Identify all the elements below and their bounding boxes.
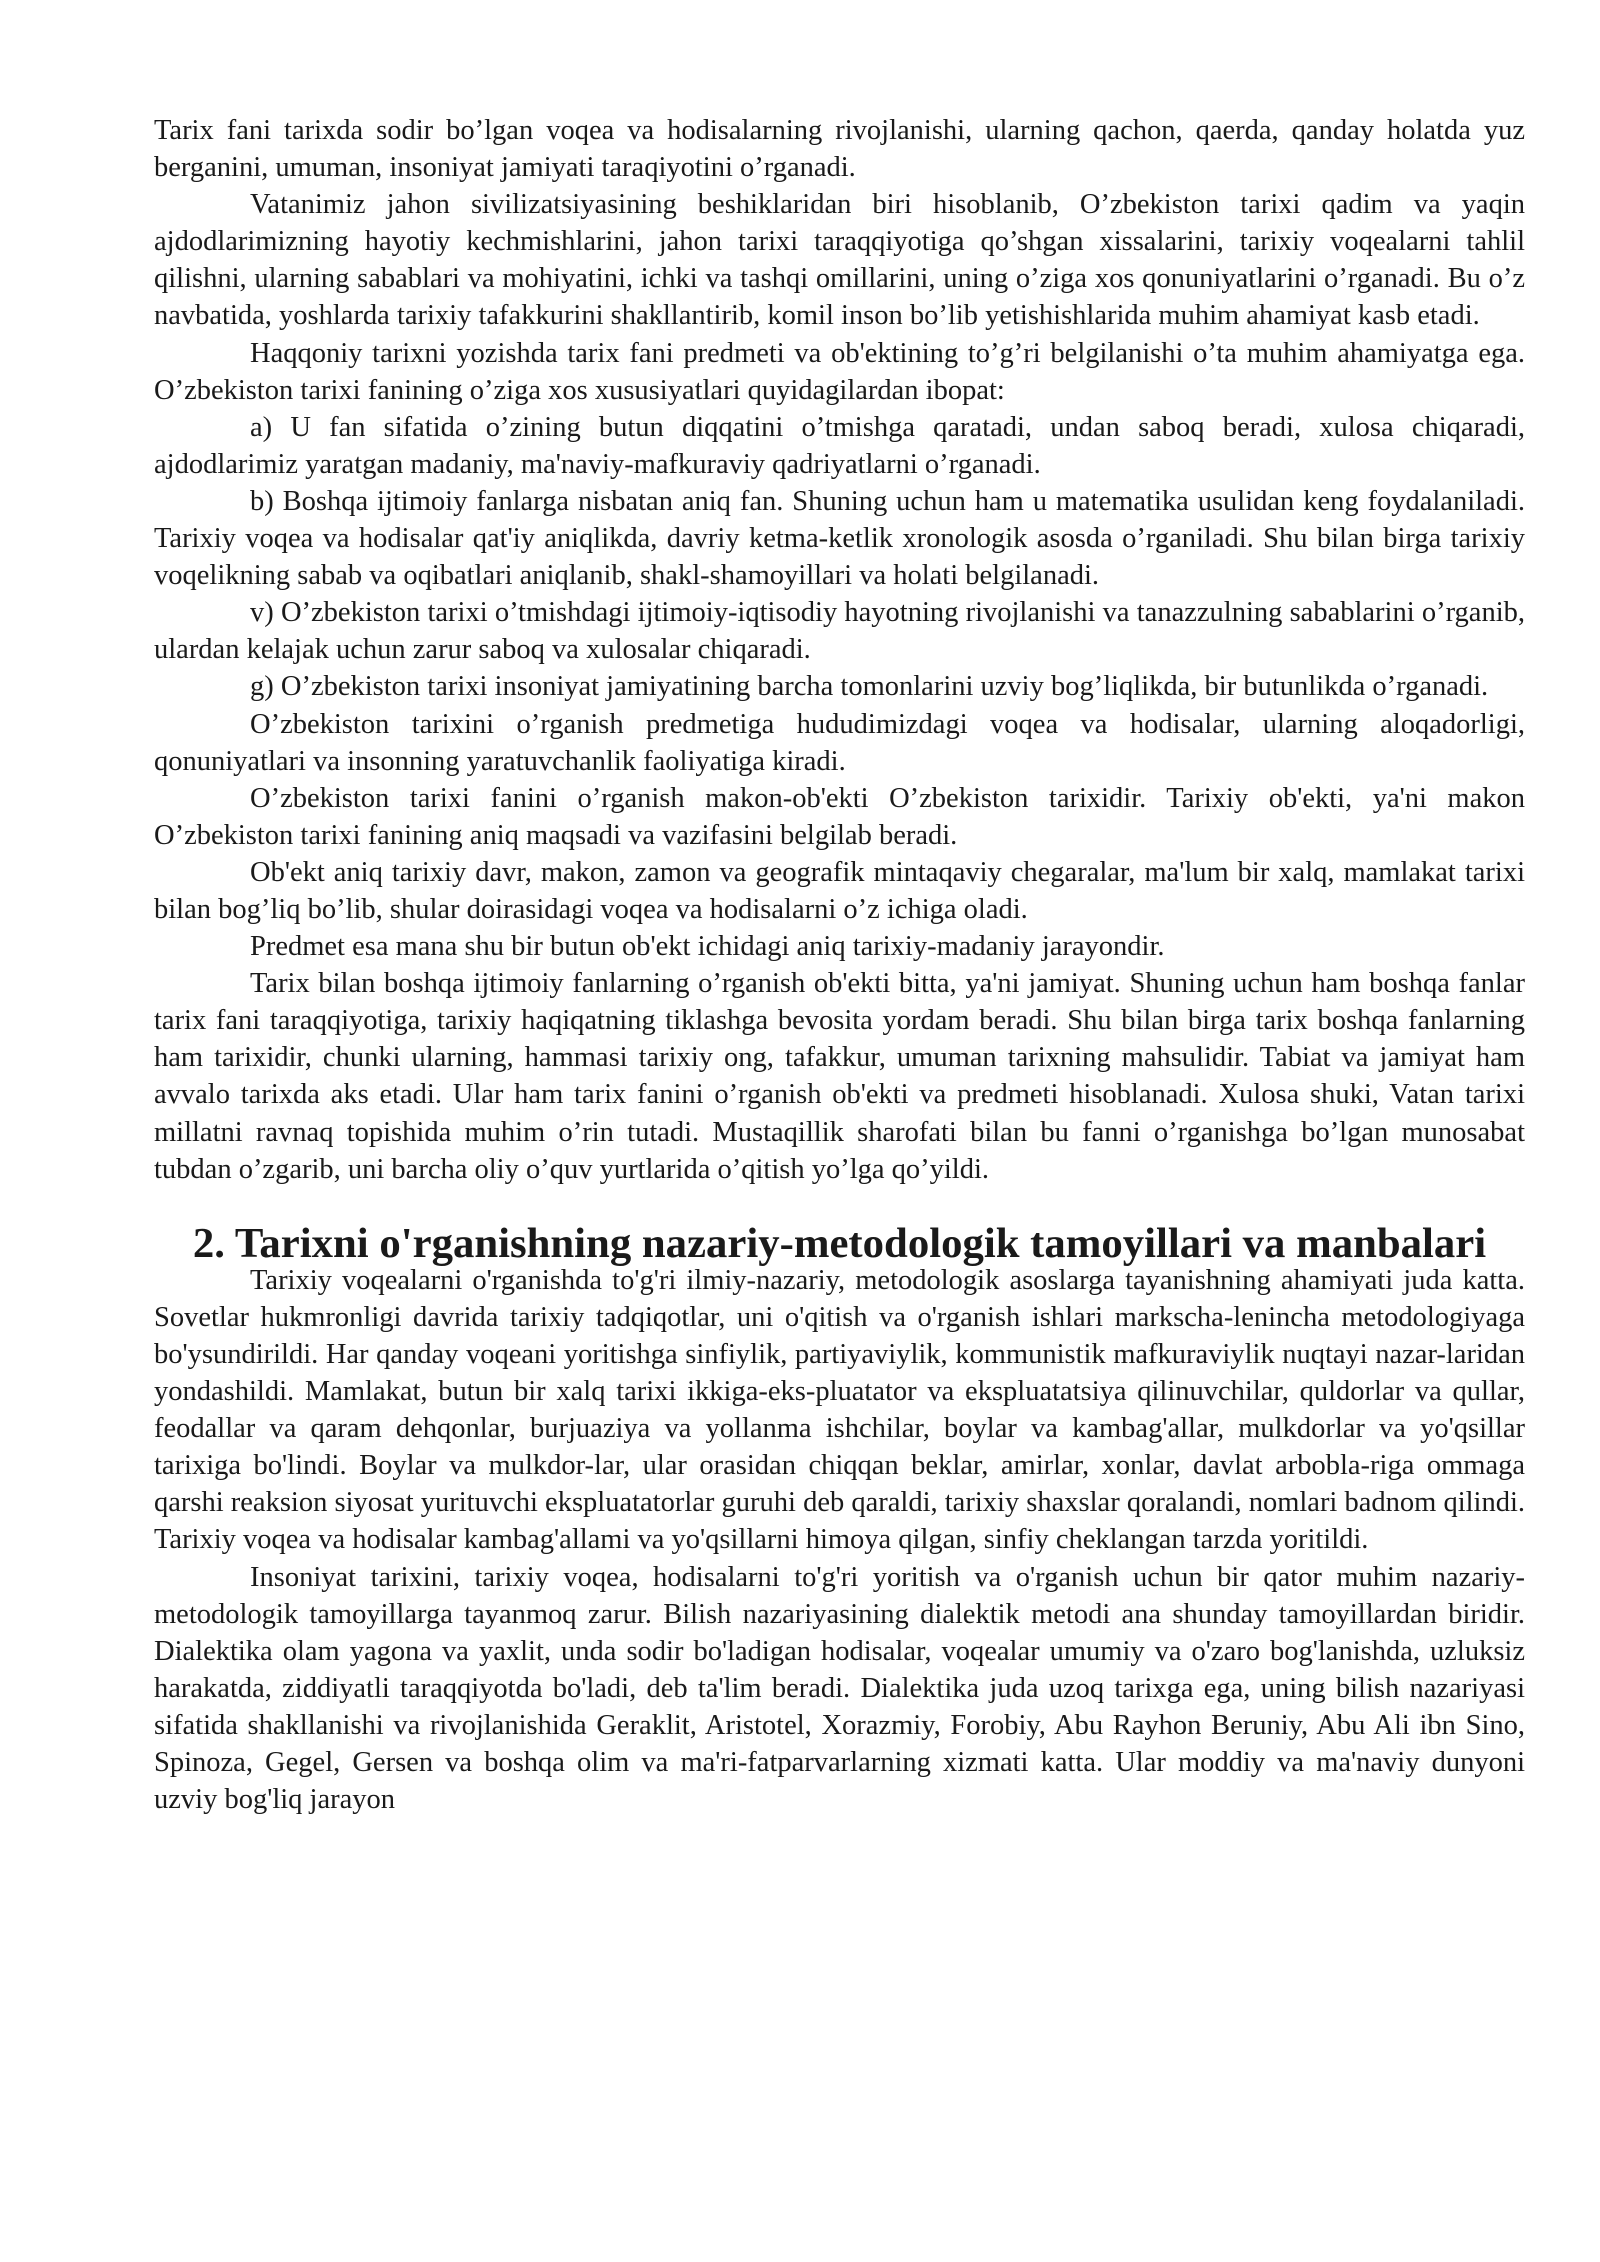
list-item-a: a) U fan sifatida o’zining butun diqqatini o’tmishga qaratadi, undan saboq beradi, xulosa chiqaradi, ajdodlarimiz yaratgan madaniy, ma'naviy-mafkuraviy qadriyatlarni o’rganadi. bbox=[154, 411, 1525, 480]
paragraph-other-sciences: Tarix bilan boshqa ijtimoiy fanlarning o’rganish ob'ekti bitta, ya'ni jamiyat. Shuning uchun ham boshqa fanlar tarix fani taraqqiyotiga, tarixiy haqiqatning tiklashga bevosita yordam beradi. Shu bilan birga tarix boshqa fanlarning ham tarixidir, chunki ularning, hammasi tarixiy ong, tafakkur, umuman tarixning mahsulidir. Tabiat va jamiyat ham avvalo tarixda aks etadi. Ular ham tarix fanini o’rganish ob'ekti va predmeti hisoblanadi. Xulosa shuki, Vatan tarixi millatni ravnaq topishida muhim o’rin tutadi. Mustaqillik sharofati bilan bu fanni o’rganishga bo’lgan munosabat tubdan o’zgarib, uni barcha oliy o’quv yurtlarida o’qitish yo’lga qo’yildi. bbox=[154, 968, 1525, 1185]
paragraph-homeland: Vatanimiz jahon sivilizatsiyasining beshiklaridan biri hisoblanib, O’zbekiston tarixi qadim va yaqin ajdodlarimizning hayotiy kechmishlarini, jahon tarixi taraqqiyotiga qo’shgan xissalarini, tarixiy voqealarni tahlil qilishni, ularning sabablari va mohiyatini, ichki va tashqi omillarini, uning o’ziga xos qonuniyatlarini o’rganadi. Bu o’z navbatida, yoshlarda tarixiy tafakkurini shakllantirib, komil inson bo’lib yetishishlarida muhim ahamiyat kasb etadi. bbox=[154, 189, 1525, 332]
section-heading: 2. Tarixni o'rganishning nazariy-metodologik tamoyillari va manbalari bbox=[192, 1219, 1487, 1267]
paragraph-object-definition: Ob'ekt aniq tarixiy davr, makon, zamon va geografik mintaqaviy chegaralar, ma'lum bir xalq, mamlakat tarixi bilan bog’liq bo’lib, shular doirasidagi voqea va hodisalarni o’z ichiga oladi. bbox=[154, 856, 1525, 925]
paragraph-study-subject: O’zbekiston tarixini o’rganish predmetiga hududimizdagi voqea va hodisalar, ularning aloqadorligi, qonuniyatlari va insonning yaratuvchanlik faoliyatiga kiradi. bbox=[154, 708, 1525, 777]
paragraph-dialectics: Insoniyat tarixini, tarixiy voqea, hodisalarni to'g'ri yoritish va o'rganish uchun bir qator muhim nazariy-metodologik tamoyillarga tayanmoq zarur. Bilish nazariyasining dialektik metodi ana shunday tamoyillardan biridir. Dialektika olam yagona va yaxlit, unda sodir bo'ladigan hodisalar, voqealar umumiy va o'zaro bog'lanishda, uzluksiz harakatda, ziddiyatli taraqqiyotda bo'ladi, deb ta'lim beradi. Dialektika juda uzoq tarixga ega, uning bilish nazariyasi sifatida shakllanishi va rivojlanishida Geraklit, Aristotel, Xorazmiy, Forobiy, Abu Rayhon Beruniy, Abu Ali ibn Sino, Spinoza, Gegel, Gersen va boshqa olim va ma'ri-fatparvarlarning xizmati katta. Ular moddiy va ma'naviy dunyoni uzviy bog'liq jarayon bbox=[154, 1561, 1525, 1816]
paragraph-study-object: O’zbekiston tarixi fanini o’rganish makon-ob'ekti O’zbekiston tarixidir. Tarixiy ob'ekti, ya'ni makon O’zbekiston tarixi fanining aniq maqsadi va vazifasini belgilab beradi. bbox=[154, 782, 1525, 851]
paragraph-intro: Tarix fani tarixda sodir bo’lgan voqea va hodisalarning rivojlanishi, ularning qachon, qaerda, qanday holatda yuz berganini, umuman, insoniyat jamiyati taraqiyotini o’rganadi. bbox=[154, 115, 1525, 184]
paragraph-subject-definition: Predmet esa mana shu bir butun ob'ekt ichidagi aniq tarixiy-madaniy jarayondir. bbox=[250, 931, 1165, 963]
paragraph-subject-object: Haqqoniy tarixni yozishda tarix fani predmeti va ob'ektining to’g’ri belgilanishi o’ta muhim ahamiyatga ega. O’zbekiston tarixi fanining o’ziga xos xususiyatlari quyidagilardan ibopat: bbox=[154, 337, 1525, 406]
document-page bbox=[154, 112, 1525, 1818]
list-item-v: v) O’zbekiston tarixi o’tmishdagi ijtimoiy-iqtisodiy hayotning rivojlanishi va tanazzulning sabablarini o’rganib, ulardan kelajak uchun zarur saboq va xulosalar chiqaradi. bbox=[154, 597, 1525, 666]
list-item-g: g) O’zbekiston tarixi insoniyat jamiyatining barcha tomonlarini uzviy bog’liqlikda, bir butunlikda o’rganadi. bbox=[250, 671, 1489, 703]
paragraph-methodology: Tarixiy voqealarni o'rganishda to'g'ri ilmiy-nazariy, metodologik asoslarga tayanishning ahamiyati juda katta. Sovetlar hukmronligi davrida tarixiy tadqiqotlar, uni o'qitish va o'rganish ishlari markscha-lenincha metodologiyaga bo'ysundirildi. Har qanday voqeani yoritishga sinfiylik, partiyaviylik, kommunistik mafkuraviylik nuqtayi nazar-laridan yondashildi. Mamlakat, butun bir xalq tarixi ikkiga-eks-pluatator va ekspluatatsiya qilinuvchilar, quldorlar va qullar, feodallar va qaram dehqonlar, burjuaziya va yollanma ishchilar, boylar va kambag'allar, mulkdorlar va yo'qsillar tarixiga bo'lindi. Boylar va mulkdor-lar, ular orasidan chiqqan beklar, amirlar, xonlar, davlat arbobla-riga ommaga qarshi reaksion siyosat yurituvchi ekspluatatorlar guruhi deb qaraldi, tarixiy shaxslar qoralandi, nomlari badnom qilindi. Tarixiy voqea va hodisalar kambag'allami va yo'qsillarni himoya qilgan, sinfiy cheklangan tarzda yoritildi. bbox=[154, 1264, 1525, 1556]
list-item-b: b) Boshqa ijtimoiy fanlarga nisbatan aniq fan. Shuning uchun ham u matematika usulidan keng foydalaniladi. Tarixiy voqea va hodisalar qat'iy aniqlikda, davriy ketma-ketlik xronologik asosda o’rganiladi. Shu bilan birga tarixiy voqelikning sabab va oqibatlari aniqlanib, shakl-shamoyillari va holati belgilanadi. bbox=[154, 485, 1525, 592]
